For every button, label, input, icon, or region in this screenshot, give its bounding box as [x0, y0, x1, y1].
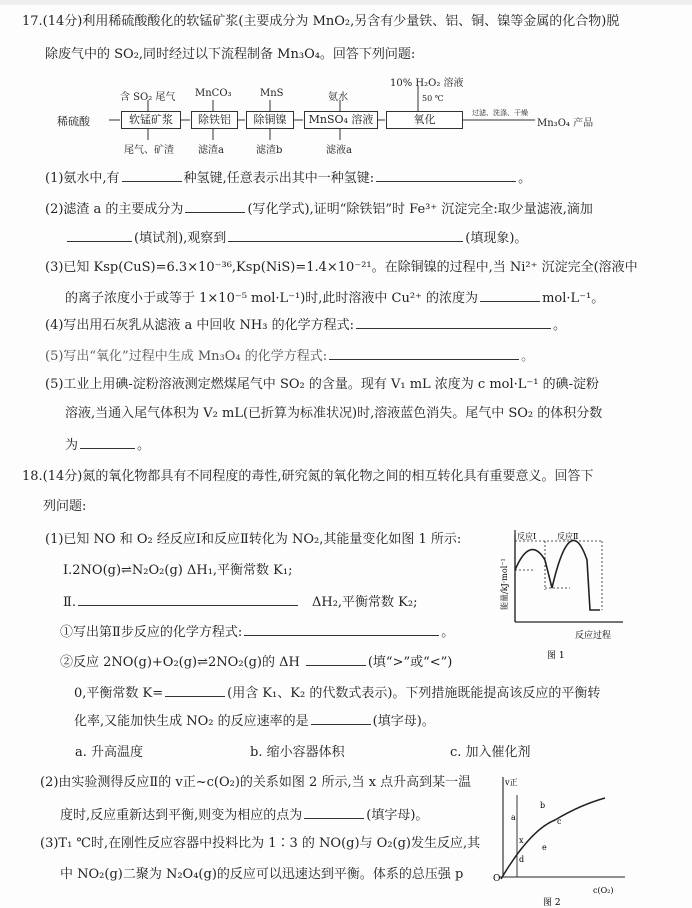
flow-input-1: 含 SO₂ 尾气 [120, 92, 176, 103]
point-x: x [519, 836, 524, 845]
flow-output-2: 滤渣a [198, 145, 224, 156]
figure-1-energy-diagram [495, 530, 635, 660]
answer-blank[interactable] [244, 623, 439, 636]
fig2-xlabel: c(O₂) [593, 886, 614, 895]
flow-box-5: 氧化 [386, 111, 463, 129]
text: 的离子浓度小于或等于 1×10⁻⁵ mol·L⁻¹)时,此时溶液中 Cu²⁺ 的浓度为 [65, 291, 479, 306]
flow-input-2: MnCO₃ [195, 88, 232, 99]
answer-blank[interactable] [376, 169, 516, 182]
figure-2-rate-graph [485, 775, 635, 908]
q17-part6-end [65, 436, 150, 454]
q18-sub1 [60, 623, 454, 641]
q18-part1: (1)已知 NO 和 O₂ 经反应Ⅰ和反应Ⅱ转化为 NO₂,其能量变化如图 1 所示: [45, 532, 462, 547]
q17-part6: (5)工业上用碘-淀粉溶液测定燃煤尾气中 SO₂ 的含量。现有 V₁ mL 浓度为 c mol·L⁻¹ 的碘-淀粉 [45, 377, 600, 392]
q17-stem-line2: 除废气中的 SO₂,同时经过以下流程制备 Mn₃O₄。回答下列问题: [45, 47, 416, 62]
flow-input-4: 氨水 [328, 92, 348, 103]
answer-blank[interactable] [329, 347, 519, 360]
q17-part6-cont: 溶液,当通入尾气体积为 V₂ mL(已折算为标准状况)时,溶液蓝色消失。尾气中 SO₂ 的体积分数 [65, 406, 603, 421]
answer-blank[interactable] [185, 200, 245, 213]
text: 。 [521, 349, 535, 364]
q18-part3: (3)T₁ ℃时,在刚性反应容器中投料比为 1∶3 的 NO(g)与 O₂(g)发生反应,其 [40, 836, 481, 851]
q18-sub2 [60, 653, 452, 671]
flow-output-4: 滤液a [326, 145, 352, 156]
flow-output-3: 滤渣b [256, 145, 283, 156]
text: (5)写出“氧化”过程中生成 Mn₃O₄ 的化学方程式: [45, 349, 328, 364]
flow-box-1: 软锰矿浆 [121, 111, 181, 129]
q17-stem-line1: 17.(14分)利用稀硫酸酸化的软锰矿浆(主要成分为 MnO₂,另含有少量铁、铝、铜、镍等金属的化合物)脱 [22, 14, 620, 29]
q17-part3: (3)已知 Ksp(CuS)=6.3×10⁻³⁶,Ksp(NiS)=1.4×10⁻²¹。在除铜镍的过程中,当 Ni²⁺ 沉淀完全(溶液中 [45, 260, 638, 275]
q18-part2: (2)由实验测得反应Ⅱ的 v正~c(O₂)的关系如图 2 所示,当 x 点升高到某一温 [40, 775, 472, 790]
q17-part2 [45, 200, 593, 218]
text: (1)氨水中,有 [45, 171, 120, 186]
fig1-top2: 反应Ⅱ [557, 532, 579, 541]
q18-reaction2 [63, 593, 417, 611]
text: 化率,又能加快生成 NO₂ 的反应速率的是 [74, 714, 309, 729]
text: (用含 K₁、K₂ 的代数式表示)。下列措施既能提高该反应的平衡转 [227, 686, 601, 701]
text: (填字母)。 [372, 714, 435, 729]
fig2-origin: O [493, 874, 501, 884]
q18-reaction1: Ⅰ.2NO(g)⇌N₂O₂(g) ΔH₁,平衡常数 K₁; [63, 563, 293, 578]
q17-part2-cont [65, 229, 527, 247]
answer-blank[interactable] [78, 593, 298, 606]
option-b: b. 缩小容器体积 [250, 745, 345, 760]
fig2-caption: 图 2 [543, 898, 561, 908]
text: 。 [553, 318, 567, 333]
option-c: c. 加入催化剂 [450, 745, 531, 760]
text: 。 [137, 438, 151, 453]
answer-blank[interactable] [228, 229, 463, 242]
flow-temp: 50 ℃ [422, 94, 444, 103]
answer-blank[interactable] [306, 653, 366, 666]
answer-blank[interactable] [165, 684, 225, 697]
point-b: b [540, 801, 546, 810]
text: (填试剂),观察到 [134, 231, 227, 246]
text: 。 [441, 625, 455, 640]
q17-part1 [45, 169, 531, 187]
text: 0,平衡常数 K= [74, 686, 164, 701]
point-e: e [542, 843, 547, 852]
q18-part3-cont: 中 NO₂(g)二聚为 N₂O₄(g)的反应可以迅速达到平衡。体系的总压强 p [60, 867, 464, 882]
text: (4)写出用石灰乳从滤液 a 中回收 NH₃ 的化学方程式: [45, 318, 354, 333]
text: Ⅱ. [63, 595, 76, 610]
text: ②反应 2NO(g)+O₂(g)⇌2NO₂(g)的 ΔH [60, 655, 300, 670]
text: (填“>”或“<”) [367, 655, 453, 670]
fig1-top1: 反应Ⅰ [517, 532, 537, 541]
point-c: c [557, 817, 562, 826]
text: ①写出第Ⅱ步反应的化学方程式: [60, 625, 243, 640]
text: (2)滤渣 a 的主要成分为 [45, 202, 184, 217]
text: 种氢键,任意表示出其中一种氢键: [183, 171, 375, 186]
text: (写化学式),证明“除铁铝”时 Fe³⁺ 沉淀完全:取少量滤液,滴加 [247, 202, 593, 217]
fig1-ylabel: 能量/kJ·mol⁻¹ [500, 558, 509, 610]
text: (填现象)。 [465, 231, 528, 246]
q17-part5 [45, 347, 534, 365]
point-a: a [511, 813, 516, 822]
flow-input-3: MnS [260, 88, 284, 99]
text: mol·L⁻¹。 [542, 291, 605, 306]
answer-blank[interactable] [80, 436, 135, 449]
text: 为 [65, 438, 79, 453]
q18-sub2-end [74, 712, 435, 730]
text: ΔH₂,平衡常数 K₂; [311, 595, 418, 610]
fig1-xlabel: 反应过程 [575, 631, 612, 641]
text: 。 [518, 171, 532, 186]
fig1-caption: 图 1 [547, 651, 565, 660]
flow-final-step: 过滤、洗涤、干燥 [472, 109, 528, 117]
top-bar [0, 0, 692, 5]
q18-stem-line1: 18.(14分)氮的氧化物都具有不同程度的毒性,研究氮的氧化物之间的相互转化具有重要意义。回答下 [22, 469, 594, 484]
flow-start: 稀硫酸 [57, 115, 90, 128]
q18-part2-cont [60, 806, 428, 824]
q17-part3-cont [65, 289, 604, 307]
answer-blank[interactable] [67, 229, 132, 242]
option-a: a. 升高温度 [75, 745, 144, 760]
answer-blank[interactable] [480, 289, 540, 302]
answer-blank[interactable] [311, 712, 371, 725]
q18-sub2-cont [74, 684, 600, 702]
flow-box-2: 除铁铝 [191, 111, 238, 129]
text: (填字母)。 [366, 808, 429, 823]
flow-product: Mn₃O₄ 产品 [537, 118, 594, 129]
answer-blank[interactable] [122, 169, 182, 182]
energy-curve [515, 540, 600, 610]
flow-box-4: MnSO₄ 溶液 [304, 111, 378, 129]
flow-input-5: 10% H₂O₂ 溶液 [390, 78, 464, 89]
q17-part4 [45, 316, 566, 334]
flow-box-3: 除铜镍 [246, 111, 294, 129]
text: 度时,反应重新达到平衡,则变为相应的点为 [60, 808, 303, 823]
flow-output-1: 尾气、矿渣 [124, 145, 174, 156]
q18-stem-line2: 列问题: [43, 499, 87, 514]
point-d: d [519, 855, 525, 864]
answer-blank[interactable] [356, 316, 551, 329]
answer-blank[interactable] [304, 806, 364, 819]
fig2-ylabel: v正 [505, 778, 518, 787]
